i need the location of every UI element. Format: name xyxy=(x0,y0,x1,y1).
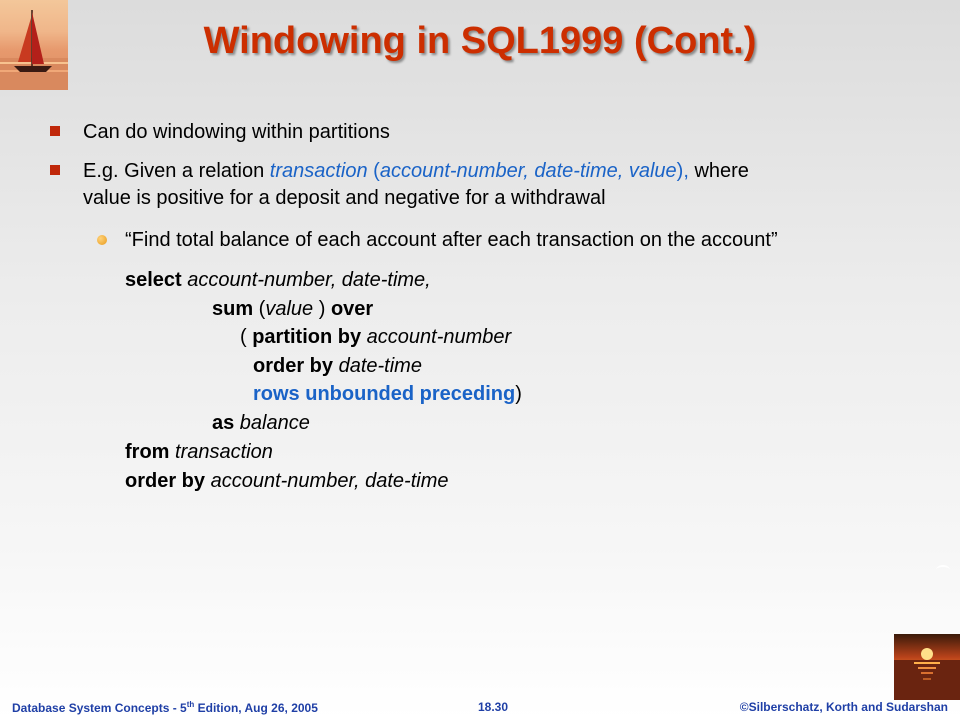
decorative-swirl xyxy=(936,565,950,575)
sum-argument: value xyxy=(265,298,314,320)
from-table: transaction xyxy=(169,441,273,463)
window-close-paren: ) xyxy=(515,383,522,405)
relation-attributes: account-number, date-time, value xyxy=(379,160,677,182)
bullet-1-text: Can do windowing within partitions xyxy=(83,121,390,143)
relation-open-paren: ( xyxy=(367,160,380,182)
keyword-order-by: order by xyxy=(253,355,334,377)
keyword-rows-unbounded-preceding: rows unbounded preceding xyxy=(253,383,516,405)
sunset-logo xyxy=(894,634,960,700)
bullet-2-prefix: E.g. Given a relation xyxy=(83,160,270,182)
bullet-2-line2: value is positive for a deposit and negative for a withdrawal xyxy=(83,187,606,209)
footer-book-title: Database System Concepts - 5 xyxy=(12,701,187,715)
round-bullet-icon xyxy=(97,235,107,245)
sub-bullet-text: “Find total balance of each account after each transaction on the account” xyxy=(125,229,778,251)
keyword-as: as xyxy=(212,412,235,434)
query-line-partition xyxy=(240,325,511,349)
bullet-2-text xyxy=(83,158,749,212)
footer-book-info xyxy=(12,700,318,715)
window-order-column: date-time xyxy=(333,355,422,377)
alias-balance: balance xyxy=(234,412,310,434)
keyword-select: select xyxy=(125,269,182,291)
sum-close-paren: ) xyxy=(313,298,331,320)
relation-close-paren: ), xyxy=(676,160,689,182)
footer-edition-sup: th xyxy=(186,700,195,709)
query-line-rows xyxy=(253,382,522,406)
query-line-order xyxy=(125,469,449,493)
query-line-sum xyxy=(212,297,373,321)
keyword-from: from xyxy=(125,441,170,463)
window-open-paren: ( xyxy=(240,326,253,348)
footer-edition-date: Edition, Aug 26, 2005 xyxy=(194,701,318,715)
square-bullet-icon xyxy=(50,165,60,175)
sum-open-paren: ( xyxy=(253,298,266,320)
query-line-from xyxy=(125,440,273,464)
keyword-over: over xyxy=(330,298,374,320)
final-order-columns: account-number, date-time xyxy=(205,470,449,492)
relation-name: transaction xyxy=(269,160,368,182)
keyword-sum: sum xyxy=(212,298,254,320)
bullet-2 xyxy=(50,158,749,212)
slide-title: Windowing in SQL1999 (Cont.) xyxy=(203,20,757,62)
footer-copyright: ©Silberschatz, Korth and Sudarshan xyxy=(739,700,948,714)
query-line-as xyxy=(212,411,310,435)
partition-column: account-number xyxy=(361,326,512,348)
bullet-2-suffix: where xyxy=(688,160,749,182)
keyword-partition-by: partition by xyxy=(252,326,362,348)
keyword-order-by-final: order by xyxy=(125,470,206,492)
footer-page-number: 18.30 xyxy=(478,700,509,714)
select-columns: account-number, date-time, xyxy=(181,269,431,291)
square-bullet-icon xyxy=(50,126,60,136)
query-line-window-order xyxy=(253,354,422,378)
query-line-select xyxy=(125,268,431,292)
sub-bullet xyxy=(97,227,778,254)
bullet-1 xyxy=(50,119,390,146)
